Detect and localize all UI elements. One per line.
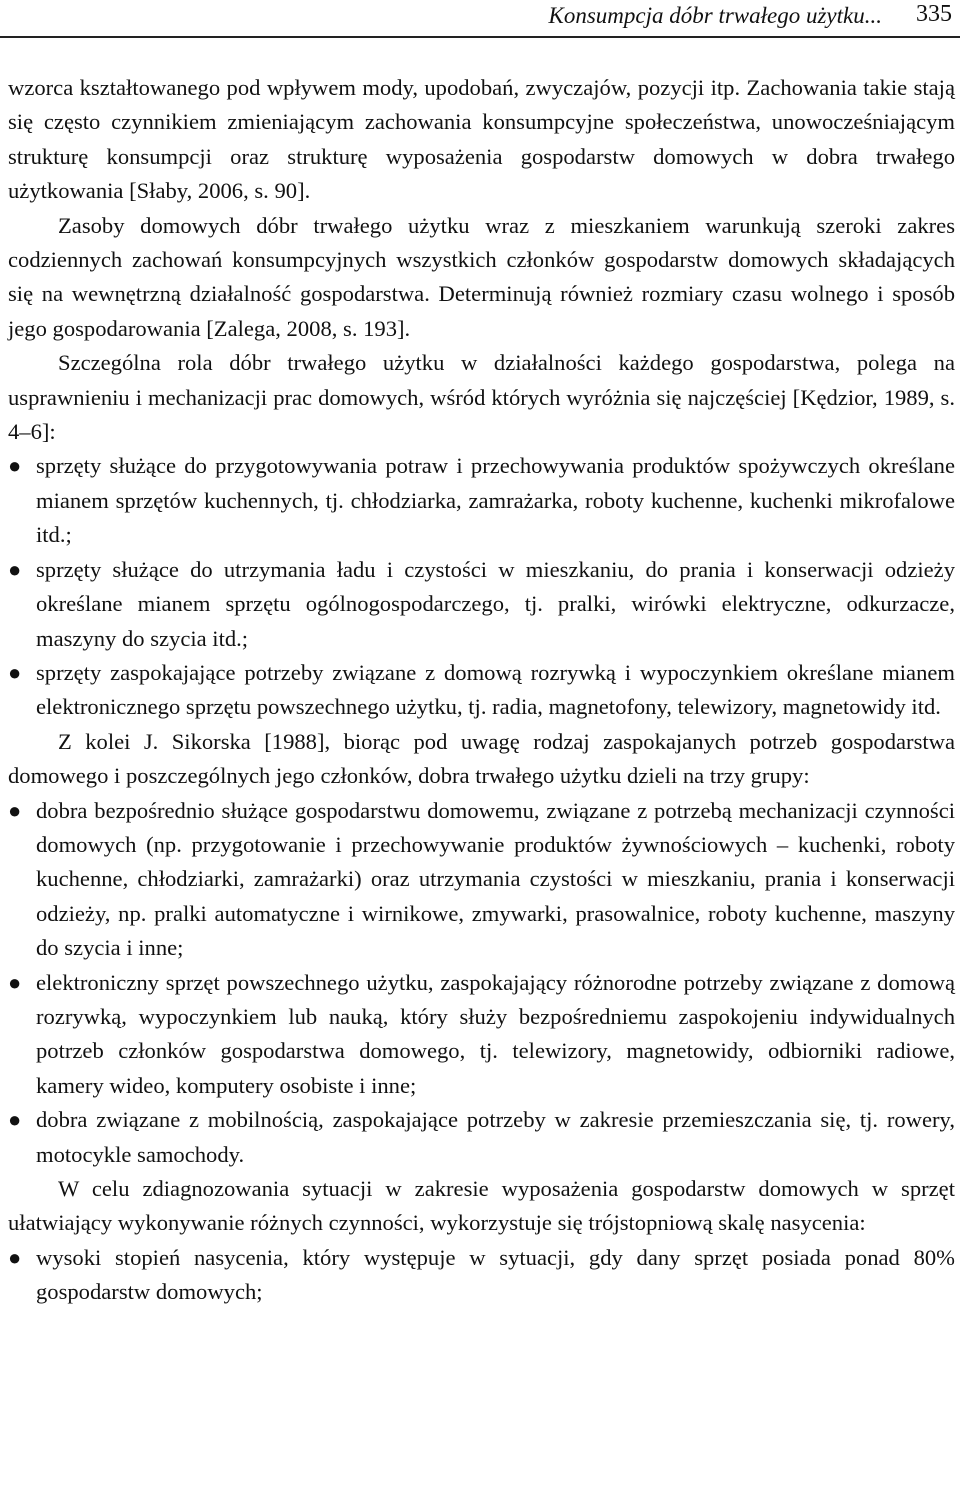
bullet-icon: ● — [8, 797, 22, 823]
list-item-text: dobra bezpośrednio służące gospodarstwu domowemu, związane z potrzebą mechanizacji czynności domowych (np. przygotowanie i przechowywanie produktów żywnościowych – kuchenki, roboty kuchenne, chłodziarki, zamrażarki) oraz utrzymania czystości w mieszkaniu, prania i konserwacji odzieży, np. pralki automatyczne i wirnikowe, zmywarki, prasowalnice, roboty kuchenne, maszyny do szycia i inne; — [36, 797, 955, 961]
list-item-text: dobra związane z mobilnością, zaspokajające potrzeby w zakresie przemieszczania się, tj. rowery, motocykle samochody. — [36, 1107, 955, 1167]
bullet-list — [8, 449, 955, 724]
paragraph: Szczególna rola dóbr trwałego użytku w działalności każdego gospodarstwa, polega na usprawnieniu i mechanizacji prac domowych, wśród których wyróżnia się najczęściej [Kędzior, 1989, s. 4–6]: — [8, 350, 955, 445]
bullet-icon: ● — [8, 556, 22, 582]
list-item-text: wysoki stopień nasycenia, który występuje w sytuacji, gdy dany sprzęt posiada ponad 80% gospodarstw domowych; — [36, 1244, 955, 1305]
page-number: 335 — [916, 1, 952, 27]
bullet-list — [8, 1241, 955, 1310]
bullet-icon: ● — [8, 1107, 22, 1133]
list-item — [8, 1103, 955, 1172]
list-item — [8, 1241, 955, 1310]
bullet-icon: ● — [8, 453, 22, 479]
paragraph: Zasoby domowych dóbr trwałego użytku wraz z mieszkaniem warunkują szeroki zakres codziennych zachowań konsumpcyjnych wszystkich członków gospodarstw domowych składających się na wewnętrzną działalność gospodarstwa. Determinują również rozmiary czasu wolnego i sposób jego gospodarowania [Zalega, 2008, s. 193]. — [8, 212, 955, 341]
bullet-icon: ● — [8, 659, 22, 685]
list-item-text: sprzęty służące do przygotowywania potraw i przechowywania produktów spożywczych określane mianem sprzętów kuchennych, tj. chłodziarka, zamrażarka, roboty kuchenne, kuchenki mikrofalowe itd.; — [36, 453, 955, 548]
paragraph: Z kolei J. Sikorska [1988], biorąc pod uwagę rodzaj zaspokajanych potrzeb gospodarstwa domowego i poszczególnych jego członków, dobra trwałego użytku dzieli na trzy grupy: — [8, 728, 955, 789]
list-item-text: elektroniczny sprzęt powszechnego użytku, zaspokajający różnorodne potrzeby związane z domową rozrywką, wypoczynkiem lub nauką, który służy bezpośredniemu zaspokojeniu indywidualnych potrzeb członków gospodarstwa domowego, tj. telewizory, magnetowidy, odbiorniki radiowe, kamery wideo, komputery osobiste i inne; — [36, 969, 955, 1098]
list-item — [8, 794, 955, 966]
list-item-text: sprzęty zaspokajające potrzeby związane z domową rozrywką i wypoczynkiem określane mianem elektronicznego sprzętu powszechnego użytku, tj. radia, magnetofony, telewizory, magnetowidy itd. — [36, 659, 955, 720]
page-body — [8, 71, 955, 1310]
list-item — [8, 553, 955, 656]
paragraph: W celu zdiagnozowania sytuacji w zakresie wyposażenia gospodarstw domowych w sprzęt ułatwiający wykonywanie różnych czynności, wykorzystuje się trójstopniową skalę nasycenia: — [8, 1176, 955, 1236]
page-header — [0, 0, 960, 38]
bullet-icon: ● — [8, 969, 22, 995]
bullet-icon: ● — [8, 1244, 22, 1270]
paragraph: wzorca kształtowanego pod wpływem mody, upodobań, zwyczajów, pozycji itp. Zachowania takie stają się często czynnikiem zmieniającym zachowania konsumpcyjne społeczeństwa, unowocześniającym strukturę konsumpcji oraz strukturę wyposażenia gospodarstw domowych w dobra trwałego użytkowania [Słaby, 2006, s. 90]. — [8, 75, 955, 204]
bullet-list — [8, 794, 955, 1172]
list-item — [8, 656, 955, 725]
list-item — [8, 449, 955, 552]
list-item — [8, 966, 955, 1104]
running-title: Konsumpcja dóbr trwałego użytku... — [548, 3, 882, 28]
list-item-text: sprzęty służące do utrzymania ładu i czystości w mieszkaniu, do prania i konserwacji odzieży określane mianem sprzętu ogólnogospodarczego, tj. pralki, wirówki elektryczne, odkurzacze, maszyny do szycia itd.; — [36, 556, 955, 651]
